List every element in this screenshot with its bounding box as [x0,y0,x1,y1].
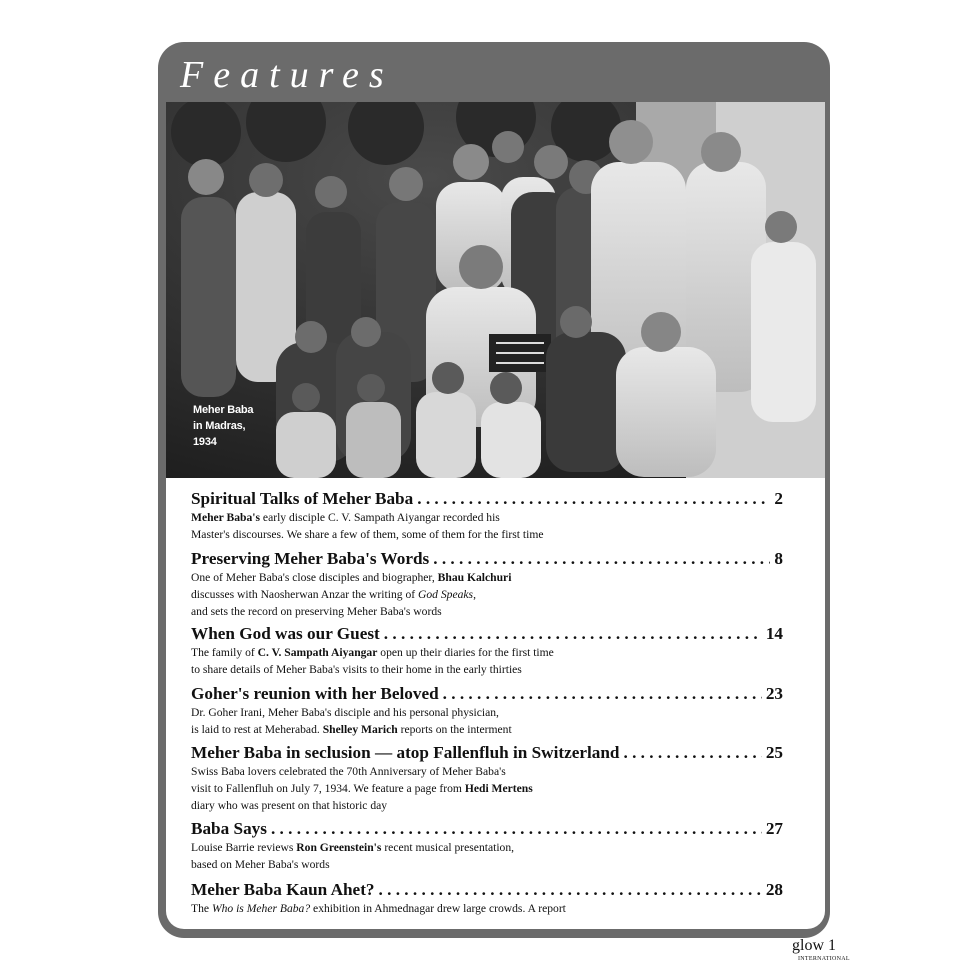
entry-heading [191,684,783,704]
text-run: Who is Meher Baba? [211,902,311,915]
description-line [191,900,783,917]
entry-title: Meher Baba in seclusion — atop Fallenfluh in Switzerland [191,743,620,762]
text-run: exhibition in Ahmednagar drew large crowds. A report [310,902,566,915]
entry-description [191,644,783,678]
description-line [191,780,783,797]
dot-leader [443,684,762,704]
text-run: Hedi Mertens [464,782,533,795]
text-run: C. V. Sampath Aiyangar [257,646,378,659]
text-run: to share details of Meher Baba's visits to their home in the early thirties [191,663,522,676]
description-line [191,721,783,738]
entry-heading [191,624,783,644]
description-line [191,763,783,780]
description-line [191,856,783,873]
entry-heading [191,743,783,763]
contents-entry [191,624,783,678]
publication-logo [792,938,850,967]
description-line [191,509,783,526]
dot-leader [417,489,770,509]
text-run: Swiss Baba lovers celebrated the 70th Anniversary of Meher Baba's [191,765,506,778]
text-run: Dr. Goher Irani, Meher Baba's disciple and his personal physician, [191,706,499,719]
page-number: 23 [765,684,783,703]
group-photo [166,102,825,478]
contents-entry [191,880,783,917]
entry-description [191,839,783,873]
entry-description [191,763,783,814]
description-line [191,797,783,814]
text-run: Meher Baba's [191,511,261,524]
description-line [191,603,783,620]
description-line [191,526,783,543]
text-run: based on Meher Baba's words [191,858,330,871]
text-run: , [473,588,476,601]
contents-entry [191,819,783,873]
entry-title: Spiritual Talks of Meher Baba [191,489,414,508]
text-run: and sets the record on preserving Meher Baba's words [191,605,442,618]
contents-entry [191,684,783,738]
contents-entry [191,549,783,620]
page-number: 14 [765,624,783,643]
entry-title: Preserving Meher Baba's Words [191,549,430,568]
section-title: Features [180,54,394,96]
page-number: 27 [765,819,783,838]
dot-leader [433,549,770,569]
entry-title: Meher Baba Kaun Ahet? [191,880,375,899]
text-run: discusses with Naosherwan Anzar the writing of [191,588,418,601]
description-line [191,569,783,586]
text-run: Louise Barrie reviews [191,841,297,854]
entry-title: Goher's reunion with her Beloved [191,684,439,703]
text-run: Ron Greenstein's [296,841,382,854]
text-run: is laid to rest at Meherabad. [191,723,323,736]
dot-leader [623,743,761,763]
entry-description [191,900,783,917]
text-run: reports on the interment [397,723,512,736]
description-line [191,586,783,603]
dot-leader [271,819,762,839]
dot-leader [384,624,762,644]
text-run: diary who was present on that historic day [191,799,388,812]
page-number: 8 [774,549,783,568]
page-number: 25 [765,743,783,762]
entry-heading [191,549,783,569]
photo-caption: Meher Baba in Madras, 1934 [193,404,254,448]
description-line [191,661,783,678]
text-run: visit to Fallenfluh on July 7, 1934. We feature a page from [191,782,465,795]
entry-description [191,704,783,738]
description-line [191,839,783,856]
entry-title: When God was our Guest [191,624,380,643]
text-run: One of Meher Baba's close disciples and biographer, [191,571,438,584]
contents-entry [191,743,783,814]
entry-title: Baba Says [191,819,267,838]
contents-entry [191,489,783,543]
text-run: recent musical presentation, [381,841,515,854]
page-number: 28 [765,880,783,899]
text-run: early disciple C. V. Sampath Aiyangar recorded his [260,511,500,524]
text-run: The [191,902,212,915]
description-line [191,644,783,661]
text-run: Shelley Marich [322,723,398,736]
text-run: Bhau Kalchuri [437,571,512,584]
description-line [191,704,783,721]
text-run: God Speaks [418,588,474,601]
entry-description [191,569,783,620]
brand-name: glow 1 [792,937,836,954]
brand-sub: INTERNATIONAL [798,956,850,962]
text-run: open up their diaries for the first time [377,646,554,659]
entry-description [191,509,783,543]
text-run: Master's discourses. We share a few of them, some of them for the first time [191,528,544,541]
entry-heading [191,880,783,900]
page-number: 2 [774,489,783,508]
text-run: The family of [191,646,258,659]
entry-heading [191,489,783,509]
entry-heading [191,819,783,839]
dot-leader [379,880,762,900]
